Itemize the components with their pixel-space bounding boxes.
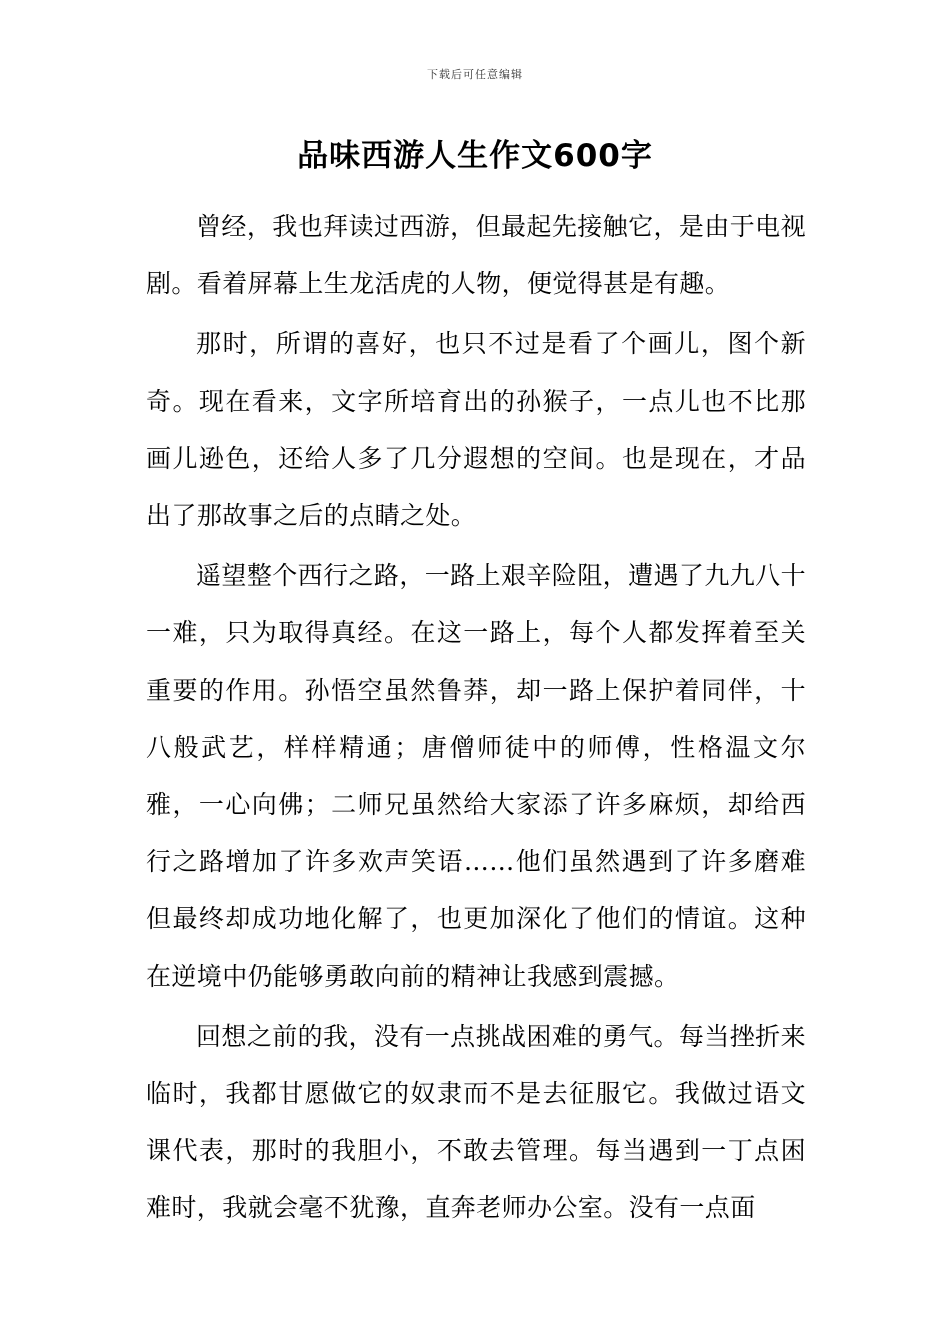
paragraph: 回想之前的我，没有一点挑战困难的勇气。每当挫折来临时，我都甘愿做它的奴隶而不是去征服它。我做过语文课代表，那时的我胆小，不敢去管理。每当遇到一丁点困难时，我就会毫不犹豫，直奔老师办公室。没有一点面	[146, 1021, 806, 1223]
paragraph: 曾经，我也拜读过西游，但最起先接触它，是由于电视剧。看着屏幕上生龙活虎的人物，便觉得甚是有趣。	[146, 212, 806, 299]
document-body	[146, 198, 806, 1240]
paragraph: 遥望整个西行之路，一路上艰辛险阻，遭遇了九九八十一难，只为取得真经。在这一路上，每个人都发挥着至关重要的作用。孙悟空虽然鲁莽，却一路上保护着同伴，十八般武艺，样样精通；唐僧师徒中的师傅，性格温文尔雅，一心向佛；二师兄虽然给大家添了许多麻烦，却给西行之路增加了许多欢声笑语……他们虽然遇到了许多磨难但最终却成功地化解了，也更加深化了他们的情谊。这种在逆境中仍能够勇敢向前的精神让我感到震撼。	[146, 561, 806, 991]
document-title: 品味西游人生作文600字	[297, 138, 653, 174]
header-note: 下载后可任意编辑	[427, 68, 523, 81]
paragraph: 那时，所谓的喜好，也只不过是看了个画儿，图个新奇。现在看来，文字所培育出的孙猴子，一点儿也不比那画儿逊色，还给人多了几分遐想的空间。也是现在，才品出了那故事之后的点睛之处。	[146, 329, 806, 531]
